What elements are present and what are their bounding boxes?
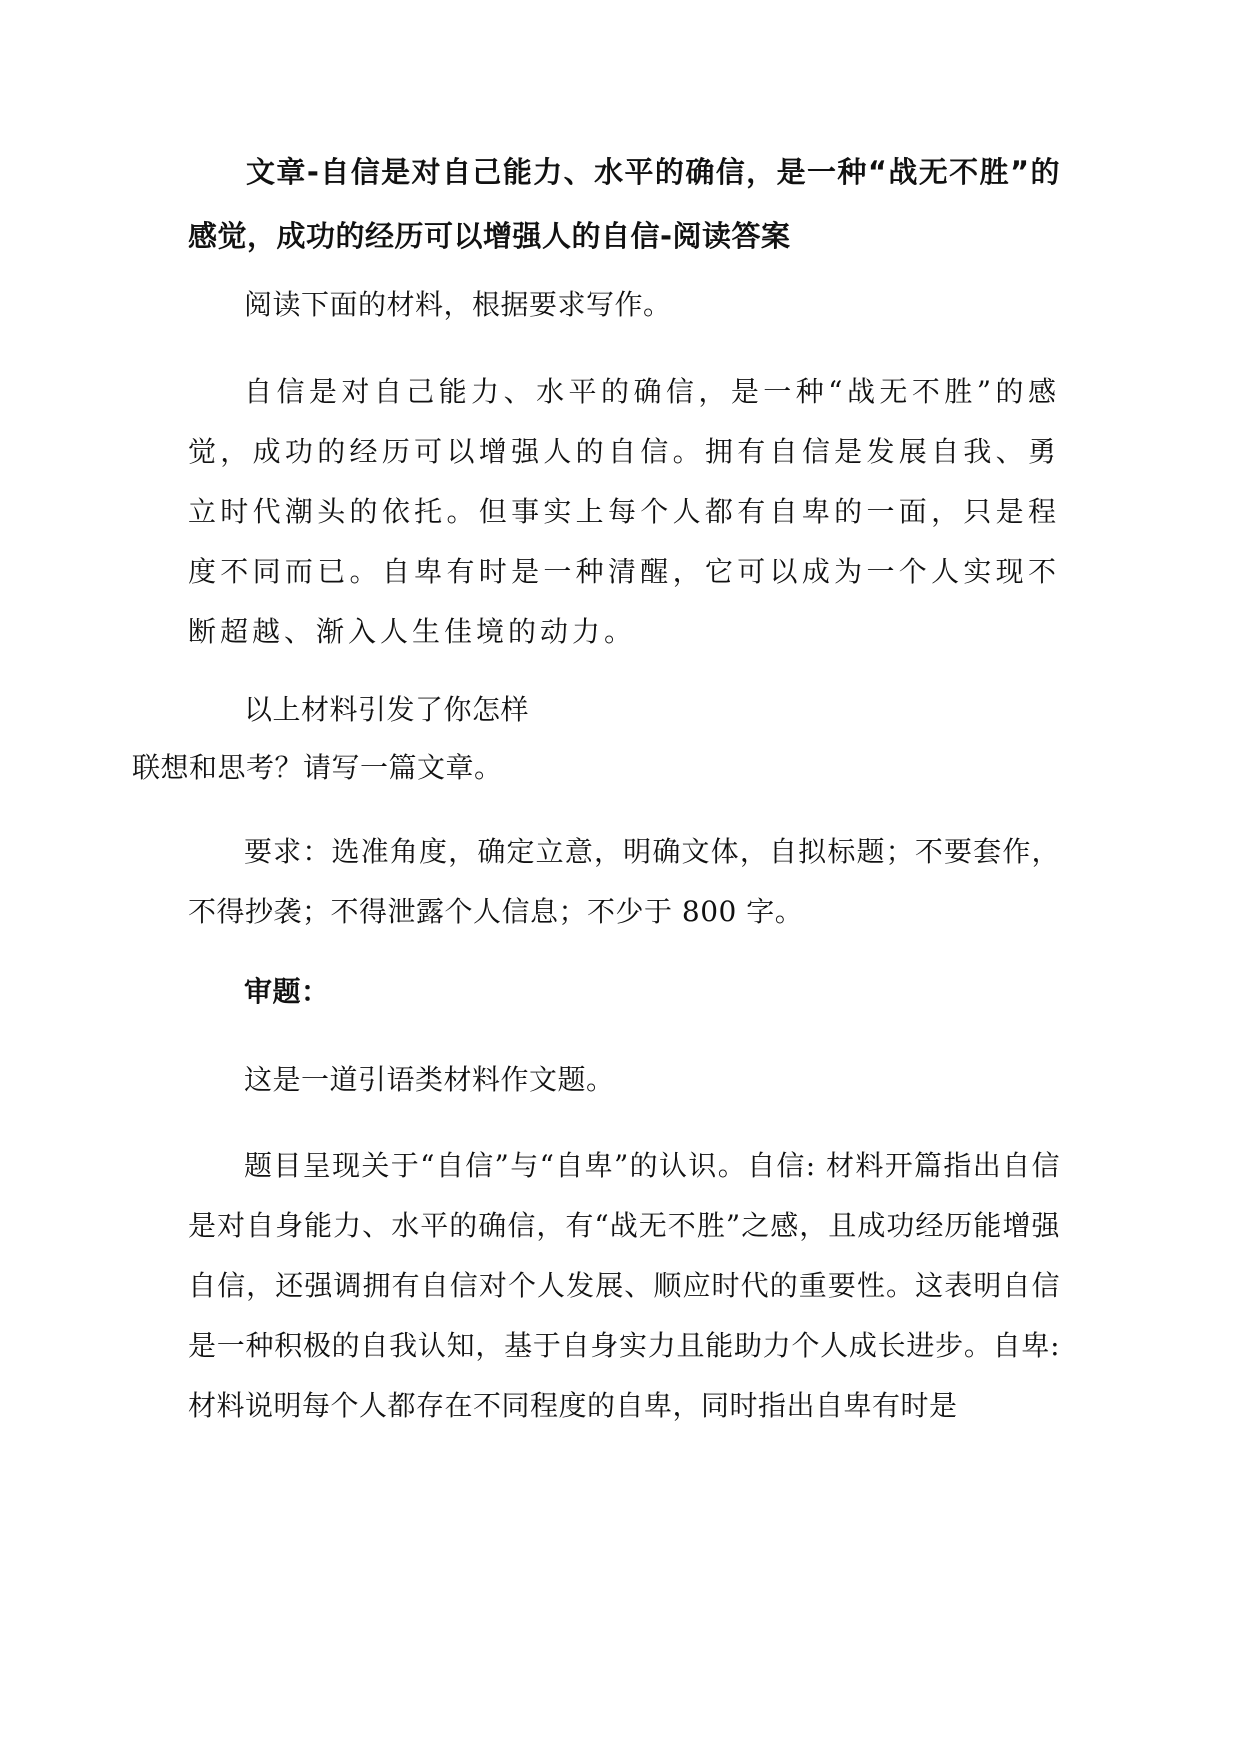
analysis-heading: 审题： [244, 975, 330, 1008]
prompt-paragraph [132, 680, 1060, 796]
analysis-body: 题目呈现关于“自信”与“自卑”的认识。自信: 材料开篇指出自信是对自身能力、水平的确信，有“战无不胜”之感，且成功经历能增强自信，还强调拥有自信对个人发展、顺应时代的重要性。这表明自信是一种积极的自我认知，基于自身实力且能助力个人成长进步。自卑: 材料说明每个人都存在不同程度的自卑，同时指出自卑有时是 [188, 1149, 1060, 1422]
material-paragraph: 自信是对自己能力、水平的确信，是一种“战无不胜”的感觉，成功的经历可以增强人的自信。拥有自信是发展自我、勇立时代潮头的依托。但事实上每个人都有自卑的一面，只是程度不同而已。自卑有时是一种清醒，它可以成为一个人实现不断超越、渐入人生佳境的动力。 [188, 375, 1060, 648]
requirements-paragraph: 要求：选准角度，确定立意，明确文体，自拟标题；不要套作，不得抄袭；不得泄露个人信息；不少于 800 字。 [188, 835, 1060, 928]
prompt-line-2: 联想和思考？请写一篇文章。 [132, 751, 503, 784]
prompt-line-1: 以上材料引发了你怎样 [244, 693, 530, 726]
document-title: 文章-自信是对自己能力、水平的确信，是一种“战无不胜”的感觉，成功的经历可以增强人的自信-阅读答案 [188, 155, 1060, 253]
instruction-paragraph: 阅读下面的材料，根据要求写作。 [244, 288, 672, 321]
analysis-intro: 这是一道引语类材料作文题。 [244, 1063, 615, 1096]
